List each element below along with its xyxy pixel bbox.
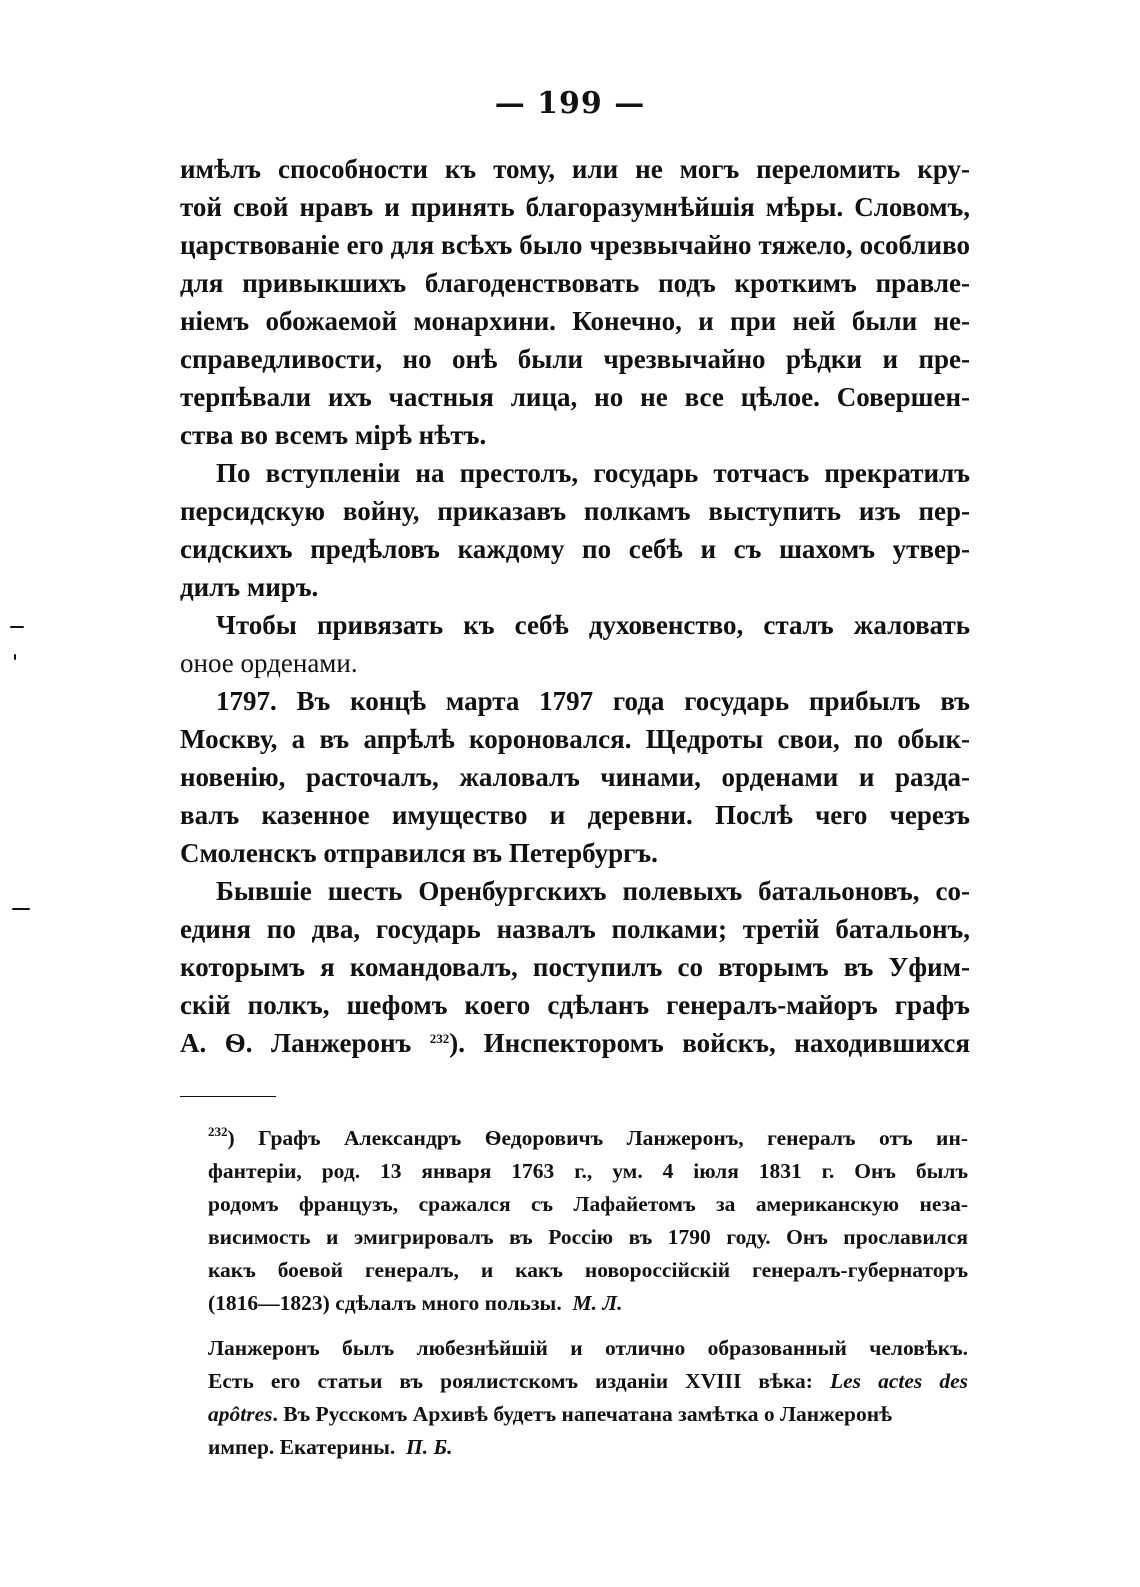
scan-speck <box>12 908 30 910</box>
text-line: царствованіе его для всѣхъ было чрезвычайно тяжело, особливо <box>180 230 970 260</box>
footnote-line <box>208 1122 968 1155</box>
footnote-line: какъ боевой генералъ, и какъ новороссійскій генералъ-губернаторъ <box>208 1258 968 1282</box>
paragraph-start: Чтобы привязать къ себѣ духовенство, сталъ жаловать <box>216 610 970 640</box>
text-line: оное орденами. <box>180 648 358 678</box>
footnote-text: Есть его статьи въ роялистскомъ изданіи XVIII вѣка: <box>208 1369 813 1393</box>
text-line: дилъ миръ. <box>180 572 319 602</box>
page-number: — 199 — <box>494 86 646 121</box>
text-line: единя по два, государь назвалъ полками; третій батальонъ, <box>180 914 970 944</box>
text-line: персидскую войну, приказавъ полкамъ выступить изъ пер- <box>180 496 970 526</box>
text-fragment: ). Инспекторомъ войскъ, находившихся <box>449 1028 970 1058</box>
text-line: новенію, расточалъ, жаловалъ чинами, орденами и разда- <box>180 762 970 792</box>
text-line: ніемъ обожаемой монархини. Конечно, и при ней были не- <box>180 306 970 336</box>
footnote-signature: М. Л. <box>572 1291 623 1315</box>
footnotes <box>208 1122 968 1464</box>
footnote-line: Ланжеронъ былъ любезнѣйшій и отлично образованный человѣкъ. <box>208 1336 968 1360</box>
footnote-ref: 232 <box>429 1031 450 1046</box>
paragraph-start: По вступленіи на престолъ, государь тотчасъ прекратилъ <box>216 458 970 488</box>
text-line: Москву, а въ апрѣлѣ короновался. Щедроты свои, по обык- <box>180 724 970 754</box>
text-line: сидскихъ предѣловъ каждому по себѣ и съ шахомъ утвер- <box>180 534 970 564</box>
footnote-marker: 232 <box>208 1124 228 1139</box>
footnote-line: фантеріи, род. 13 января 1763 г., ум. 4 іюля 1831 г. Онъ былъ <box>208 1159 968 1183</box>
text-line: ства во всемъ мірѣ нѣтъ. <box>180 420 487 450</box>
text-line-with-footnote-ref <box>180 1024 970 1062</box>
footnote-italic-title: Les actes des <box>829 1369 969 1393</box>
main-text <box>180 150 970 1062</box>
footnote-line: родомъ французъ, сражался съ Лафайетомъ за американскую неза- <box>208 1192 968 1216</box>
footnote-line <box>208 1431 968 1464</box>
footnote-divider <box>180 1096 276 1097</box>
footnote-text: импер. Екатерины. <box>208 1435 396 1459</box>
text-line: той свой нравъ и принять благоразумнѣйшія мѣры. Словомъ, <box>180 192 970 222</box>
footnote-line <box>208 1398 968 1431</box>
text-line: скій полкъ, шефомъ коего сдѣланъ генералъ-майоръ графъ <box>180 990 970 1020</box>
text-line: которымъ я командовалъ, поступилъ со вторымъ въ Уфим- <box>180 952 970 982</box>
footnote-text: . Въ Русскомъ Архивѣ будетъ напечатана замѣтка о Ланжеронѣ <box>272 1402 893 1426</box>
paragraph-start: Бывшіе шесть Оренбургскихъ полевыхъ батальоновъ, со- <box>216 876 970 906</box>
text-line: имѣлъ способности къ тому, или не могъ переломить кру- <box>180 154 970 184</box>
footnote-line <box>208 1287 968 1320</box>
footnote-italic-title: apôtres <box>208 1402 273 1426</box>
footnote-signature: П. Б. <box>406 1435 453 1459</box>
text-line: терпѣвали ихъ частныя лица, но не все цѣлое. Совершен- <box>180 382 970 412</box>
footnote-text: (1816—1823) сдѣлалъ много пользы. <box>208 1291 562 1315</box>
text-line: Смоленскъ отправился въ Петербургъ. <box>180 838 658 868</box>
paragraph-start: 1797. Въ концѣ марта 1797 года государь прибылъ въ <box>216 686 970 716</box>
text-line: валъ казенное имущество и деревни. Послѣ чего черезъ <box>180 800 970 830</box>
text-fragment: А. Ѳ. Ланжеронъ <box>180 1028 412 1058</box>
scan-speck <box>10 626 24 628</box>
footnote-line: висимость и эмигрировалъ въ Россію въ 1790 году. Онъ прославился <box>208 1225 968 1249</box>
footnote-text: ) Графъ Александръ Ѳедоровичъ Ланжеронъ, генералъ отъ ин- <box>227 1126 968 1150</box>
text-line: для привыкшихъ благоденствовать подъ кроткимъ правле- <box>180 268 970 298</box>
text-line: справедливости, но онѣ были чрезвычайно рѣдки и пре- <box>180 344 970 374</box>
footnote-line <box>208 1365 968 1398</box>
scan-speck <box>14 654 16 660</box>
